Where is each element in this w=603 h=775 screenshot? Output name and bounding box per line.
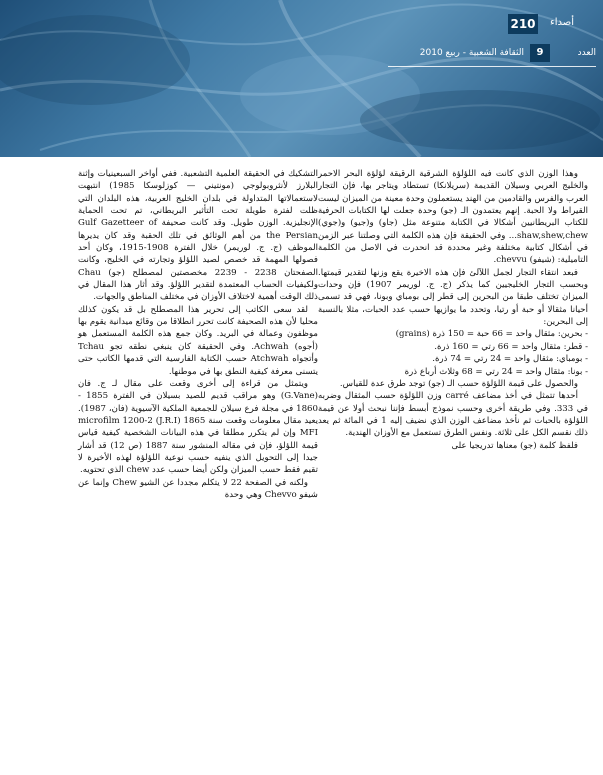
page-number: 210 — [508, 14, 538, 34]
page-label: أصداء — [550, 17, 574, 28]
paragraph: والحصول على قيمة اللؤلؤة حسب الـ (جو) توجد طرق عدة للقياس. — [339, 378, 578, 389]
paragraph: أحدها تتمثل في أخذ مضاعف carré وزن اللؤلؤة حسب المثقال وضربه في 333. وفي طريقة أخرى وحسب نموذج أبسط فإننا نبحث أولا عن قيمة اللؤلؤة بالحبات ثم نأخذ مضاعف الوزن الذي نضيف إليه 1 في المائة ثم يعد ذلك نقسم الكل على ثلاثة. ونفس الطرق تستعمل مع الأوزان الهندية. — [318, 391, 589, 439]
paragraph: لقد سعى الكاتب إلى تحرير هذا المصطلح بل قد يكون كذلك محليا لأن هذه الصحيفة كانت تحرر انطلاقا من وقائع ميدانية يقوم بها موظفون وعمالة في البريد. وكان جمع هذه الكلمة المستعمل هو (أجوه) Achwah. وفي الحقيقة كان ينبغي نطقه تجو Tchau وأتجواه Atchwah حسب الكتابة الفارسية التي قدمها الكاتب حتى يتسنى معرفة كيفية النطق بها في موطنها. — [78, 304, 319, 377]
paragraph: ويتمثل من قراءة إلى أخرى وقعت على مقال لـ ج. فان (G.Vane) وهو مراقب قديم للصيد بسيلان في الفترة 1855 - 1860 في مجلة فرع سيلان للجمعية الملكية الآسيوية (فان، 1987). يعيد مقال معلومات وقعت سنة 1865 (J.R.I) microfilm 1200-2 MFI وإن لم يتكرر مطلقا في هذه البيانات الشخصية كيفية قياس قيمة اللؤلؤ، فإن في مقاله المنشور سنة 1887 (ص 12) قد أشار جيدا إلى التحويل الذي ينفيه حسب نوعية اللؤلؤة لهذه الأخيرة لا تقيم فقط حسب الميزان ولكن أيضا حسب عدد chew الذي تحتويه. — [78, 378, 318, 476]
list-item: - بومباي: مثقال واحد = 24 رتي = 74 ذرة. — [432, 354, 588, 365]
paragraph: فبعد انتقاء التجار لجمل اللآلئ فإن هذه الاخيرة يقع وزنها لتقدير قيمتها. وبحسب التجار الخليجيين كما يذكر (ج. ج. لوريمر 1907) فإن وحدات الميزان تختلف طبقا من البحرين إلى قطر إلى بومباي وبونا، فهي قد تسمى أحيانا مثقالا أو حبة أو رتيا، وتحدد ما يوازيها حسب عدد الحبات، مثلا بالنسبة إلى البحرين: — [318, 267, 588, 328]
header-divider — [388, 66, 596, 67]
paragraph: ولكنه في الصفحة 22 لا يتكلم مجددا عن الشيو Chew وإنما عن شيفو Chevvo وهي وحدة — [78, 477, 318, 500]
list-item: - بونا: مثقال واحد = 24 رتي = 68 وثلاث أرباع ذرة — [404, 366, 588, 377]
weight-list — [318, 328, 588, 377]
page-header — [388, 14, 596, 72]
paragraph: التشكيك في الحقيقة العلمية التشعبية. ففي أواخر السبعينيات وإثنة البلارز لأنثروبولوجي (مونتيني — كوزلوسكا 1985) انتبهت لاستعمالاتها المتداولة في بلدان الخليج العربية، هذه البلدان التي ظلت لفترة طويلة تحت التأثير البريطاني، تم تحت الحماية الإنجليزية. الوزن طويل. وقد كانت صحيفة Gulf Gazetteer of the Persian من أهم الوثائق في تلك الحقبة وقد كان يديرها الموظف (ج. ج. لوريمر) خلال الفترة 1908-1915، وكان أحد فصولها المهمة قد خصص لصيد اللؤلؤ وتجارته في الخليج، وكانت الصفحتان 2238 - 2239 مخصصتين لمصطلح (جو) Chau ولكيفيات الحساب المعتمدة لتقدير اللؤلؤ. وقد أثار هذا المقال في ذلك الوقت أهمية لاختلاف الأوزان في مختلف المناطق والجهات. — [78, 169, 319, 303]
issue-number: 9 — [530, 44, 550, 62]
list-item: - بحرين: مثقال واحد = 66 حبة = 150 ذرة (grains) — [395, 329, 588, 340]
issue-label: العدد — [577, 48, 596, 58]
paragraph: فلفظ كلمة (جو) معناها تدريجيا على — [451, 440, 578, 451]
header-banner — [0, 0, 603, 157]
right-column — [318, 168, 588, 452]
left-column — [78, 168, 318, 501]
paragraph: وهذا الوزن الذي كانت فيه اللؤلؤة الشرقية الرقيقة لؤلؤة البحر الاحمر والخليج العربي وسيلان القديمة (سريلانكا) تستطاد ويتاجر بها، فإن التجار العرب والفرس والقادمين من الهند يستعملون وحدة معينة من الميزان ليست القيراط ولا الحبة. إنهم يعتمدون الـ (جو) وحدة جعلت لها الكتابات الحرفية للكتاب البريطانيين أشكالا في الكتابة متنوعة مثل (جاو) و(جيو) و(جوي) shaw,shew,chew... وفي الحقيقة فإن هذه الكلمة التي وصلتنا عبر الزمن في أشكال كتابية مختلفة وغير محددة قد انحدرت في الاصل من الكلمة التاميلية: (شيفو) chevvu. — [318, 169, 588, 266]
list-item: - قطر: مثقال واحد = 66 رتي = 160 ذرة. — [434, 341, 588, 352]
journal-title: الثقافة الشعبية - ربيع 2010 — [419, 48, 524, 58]
issue-row — [388, 44, 596, 62]
